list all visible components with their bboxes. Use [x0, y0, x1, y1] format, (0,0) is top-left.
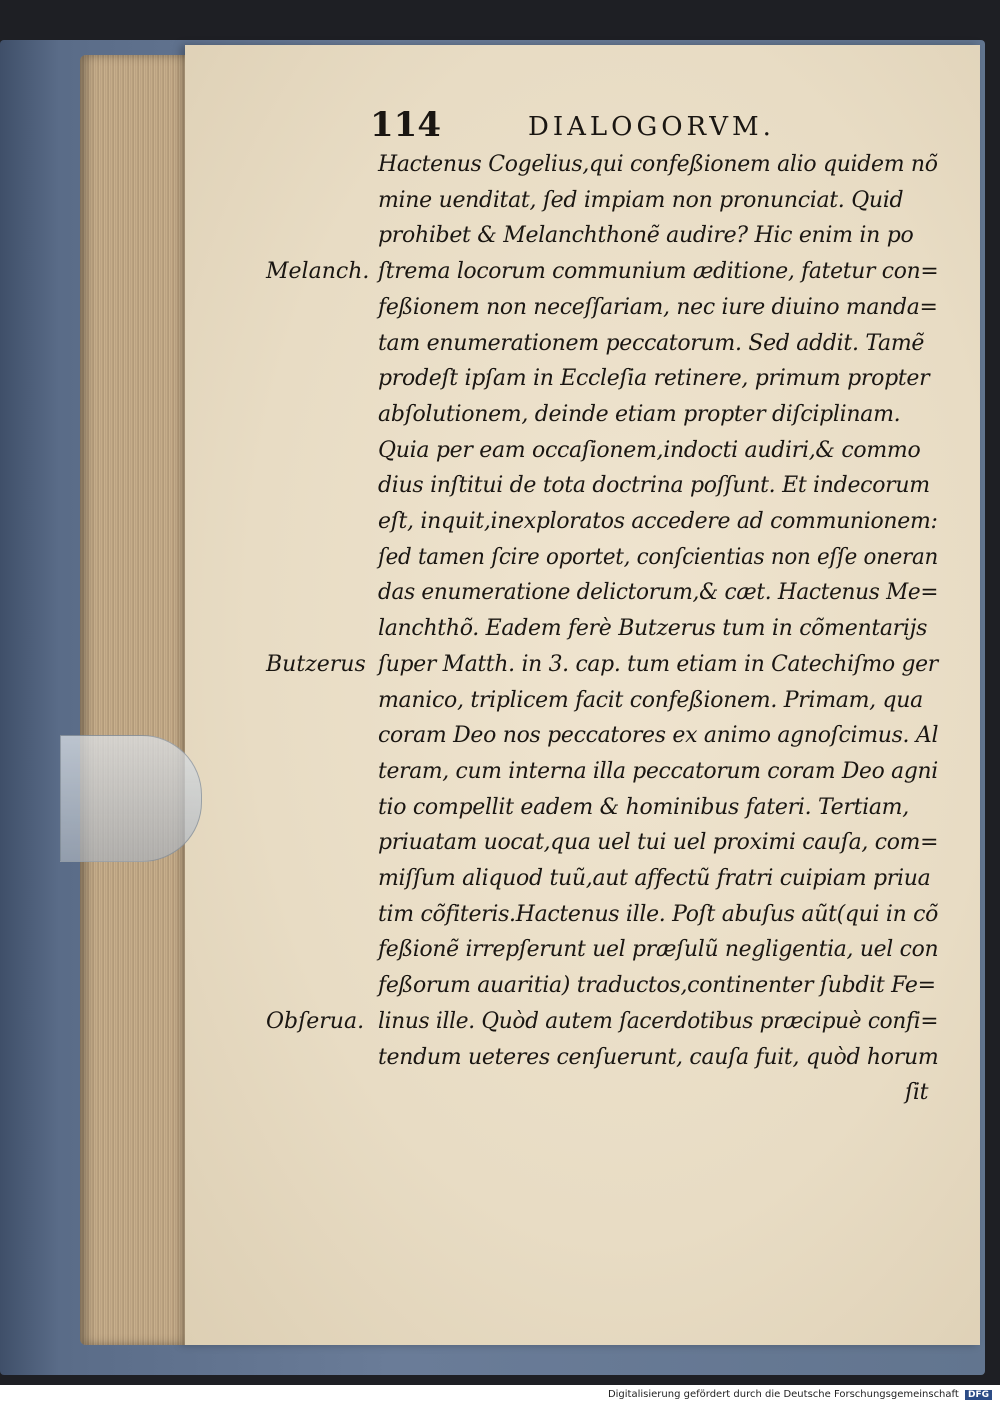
text-line: miſſum aliquod tuũ,aut affectũ fratri cuipiam priua — [378, 866, 931, 891]
text-line: coram Deo nos peccatores ex animo agnoſcimus. Al — [378, 723, 939, 749]
text-line: feßorum auaritia) traductos,continenter ſubdit Fe= — [378, 973, 936, 999]
marginal-note: Obſerua. — [266, 1008, 365, 1034]
page-fore-edge — [80, 55, 200, 1345]
text-line: manico, triplicem facit confeßionem. Primam, qua — [378, 687, 923, 713]
text-line: prodeſt ipſam in Eccleſia retinere, primum propter — [378, 366, 930, 392]
text-line: mine uenditat, ſed impiam non pronunciat. Quid — [378, 187, 904, 213]
text-line: tam enumerationem peccatorum. Sed addit. Tamẽ — [378, 330, 925, 356]
bookmark-tab — [60, 735, 202, 862]
text-line: tendum ueteres cenſuerunt, cauſa fuit, quòd horum — [378, 1044, 939, 1070]
text-line: abſolutionem, deinde etiam propter diſciplinam. — [378, 401, 901, 427]
page-number: 114 — [370, 105, 441, 145]
text-line: priuatam uocat,qua uel tui uel proximi cauſa, com= — [378, 830, 939, 856]
text-line: dius inſtitui de tota doctrina poſſunt. Et indecorum — [378, 473, 930, 499]
text-line: feßionem non neceſſariam, nec iure diuino manda= — [378, 294, 938, 320]
text-line: linus ille. Quòd autem ſacerdotibus præcipuè confi= — [378, 1008, 939, 1034]
text-line: teram, cum interna illa peccatorum coram Deo agni — [378, 758, 938, 784]
text-line: tim cõfiteris.Hactenus ille. Poſt abuſus aũt(qui in cõ — [378, 901, 939, 927]
running-head: DIALOGORVM. — [528, 112, 775, 142]
text-line: feßionẽ irrepſerunt uel præſulũ negligentia, uel con — [378, 937, 939, 963]
dfg-logo: DFG — [965, 1390, 992, 1400]
text-line: ſtrema locorum communium æditione, fatetur con= — [378, 259, 939, 285]
catchword: ſit — [905, 1080, 929, 1106]
funding-note-text: Digitalisierung gefördert durch die Deutsche Forschungsgemeinschaft — [607, 1389, 959, 1400]
text-line: eſt, inquit,inexploratos accedere ad communionem: — [378, 509, 938, 534]
text-line: Quia per eam occaſionem,indocti audiri,& commo — [378, 437, 921, 463]
text-line: ſed tamen ſcire oportet, conſcientias non eſſe oneran — [378, 544, 938, 570]
text-line: das enumeratione delictorum,& cæt. Hactenus Me= — [378, 580, 939, 606]
text-line: prohibet & Melanchthonẽ audire? Hic enim in po — [378, 223, 914, 249]
marginal-note: Butzerus — [266, 651, 366, 677]
text-line: lanchthõ. Eadem ferè Butzerus tum in cõmentarijs — [378, 616, 928, 642]
funding-note — [608, 1389, 992, 1400]
marginal-note: Melanch. — [266, 259, 370, 285]
text-line: Hactenus Cogelius,qui confeßionem alio quidem nõ — [378, 152, 938, 177]
text-line: ſuper Matth. in 3. cap. tum etiam in Catechiſmo ger — [378, 651, 938, 677]
text-line: tio compellit eadem & hominibus fateri. Tertiam, — [378, 794, 909, 820]
